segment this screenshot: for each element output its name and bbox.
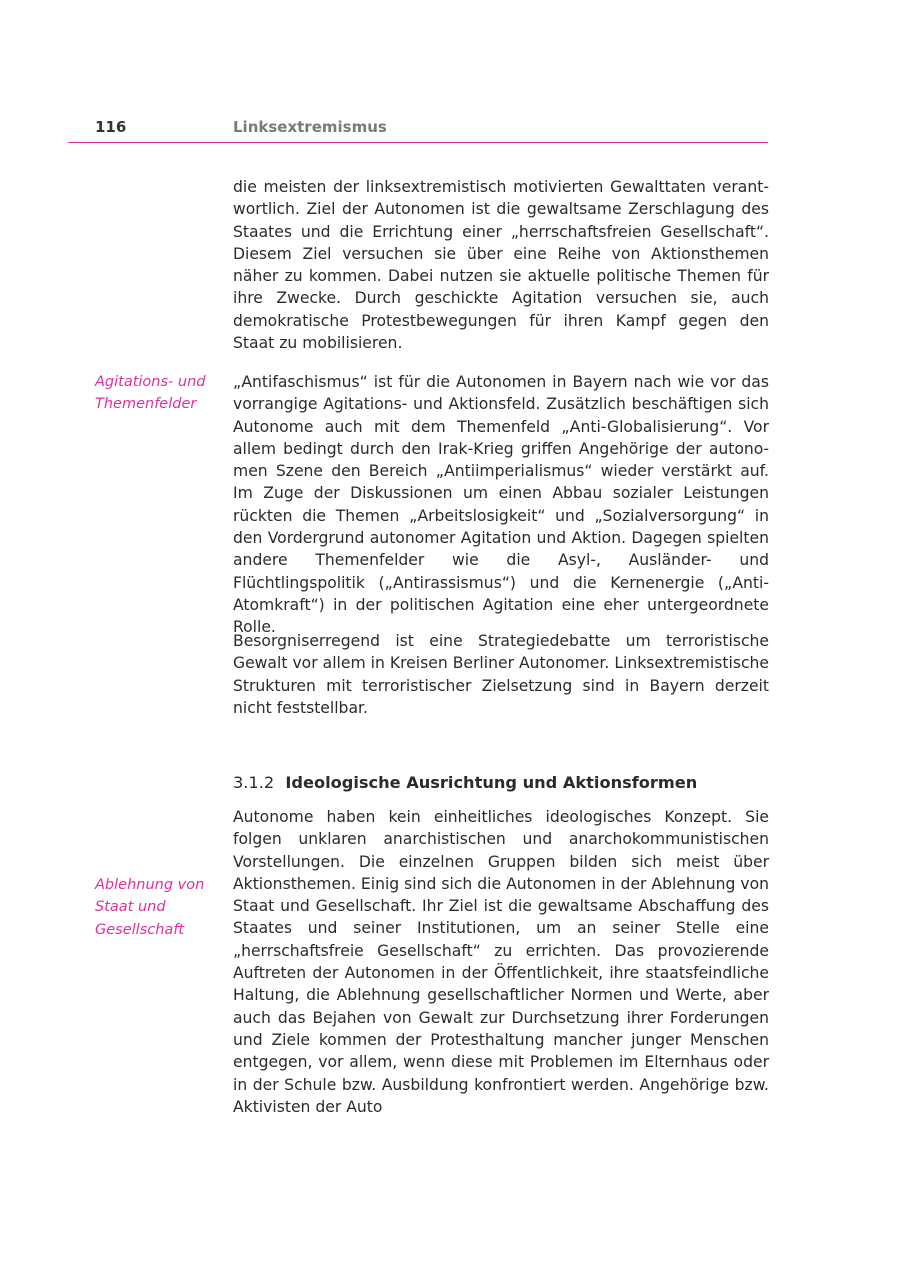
section-heading (233, 772, 697, 794)
page-number: 116 (95, 118, 127, 136)
running-title: Linksextremismus (233, 118, 387, 136)
margin-note-agitation: Agitations- und Themenfelder (95, 374, 206, 413)
paragraph-2: „Antifaschismus“ ist für die Autonomen in Bayern nach wie vor das vorrangige Agitations- und Aktionsfeld. Zusätzlich beschäftigen sich Autonome auch mit dem Themenfeld „Anti-Globalisierung“. Vor allem bedingt durch den Irak-Krieg griffen Angehörige der autonomen Szene den Bereich „Antiimperialismus“ wieder verstärkt auf. Im Zuge der Diskussionen um einen Abbau sozialer Leistungen rückten die Themen „Arbeitslosigkeit“ und „Sozialversorgung“ in den Vordergrund autonomer Agitation und Aktion. Dagegen spielten andere Themenfelder wie die Asyl-, Ausländer- und Flüchtlingspolitik („Antirassismus“) und die Kernenergie („Anti-Atomkraft“) in der politischen Agitation eine eher untergeordnete Rolle. (233, 373, 769, 637)
header-rule (68, 142, 768, 143)
paragraph-1: die meisten der linksextremistisch motivierten Gewalttaten verantwortlich. Ziel der Autonomen ist die gewaltsame Zerschlagung des Staates und die Errichtung einer „herrschaftsfreien Gesellschaft“. Diesem Ziel versuchen sie über eine Reihe von Aktionsthemen näher zu kommen. Dabei nutzen sie aktuelle politische Themen für ihre Zwecke. Durch geschickte Agitation versuchen sie, auch demokratische Protestbewegungen für ihren Kampf gegen den Staat zu mobilisieren. (233, 178, 769, 353)
paragraph-4: Autonome haben kein einheitliches ideologisches Konzept. Sie folgen unklaren anarchistischen und anarchokommunistischen Vorstellungen. Die einzelnen Gruppen bilden sich meist über Aktionsthemen. Einig sind sich die Autonomen in der Ablehnung von Staat und Gesellschaft. Ihr Ziel ist die gewaltsame Abschaffung des Staates und seiner Institutionen, um an seiner Stelle eine „herrschaftsfreie Gesellschaft“ zu errichten. Das provozierende Auftreten der Autonomen in der Öffentlichkeit, ihre staatsfeindliche Haltung, die Ablehnung gesellschaftlicher Normen und Werte, aber auch das Bejahen von Gewalt zur Durchsetzung ihrer Forderungen und Ziele kommen der Protesthaltung mancher junger Menschen entgegen, vor allem, wenn diese mit Problemen im Elternhaus oder in der Schule bzw. Ausbildung konfrontiert werden. Angehörige bzw. Aktivisten der Auto (233, 808, 769, 1116)
section-title: Ideologische Ausrichtung und Aktionsformen (285, 773, 698, 792)
margin-note-ablehnung: Ablehnung von Staat und Gesellschaft (95, 877, 205, 938)
paragraph-3: Besorgniserregend ist eine Strategiedebatte um terroristische Gewalt vor allem in Kreisen Berliner Autonomer. Linksextremistische Strukturen mit terroristischer Zielsetzung sind in Bayern derzeit nicht feststellbar. (233, 632, 769, 717)
section-number: 3.1.2 (233, 773, 275, 792)
